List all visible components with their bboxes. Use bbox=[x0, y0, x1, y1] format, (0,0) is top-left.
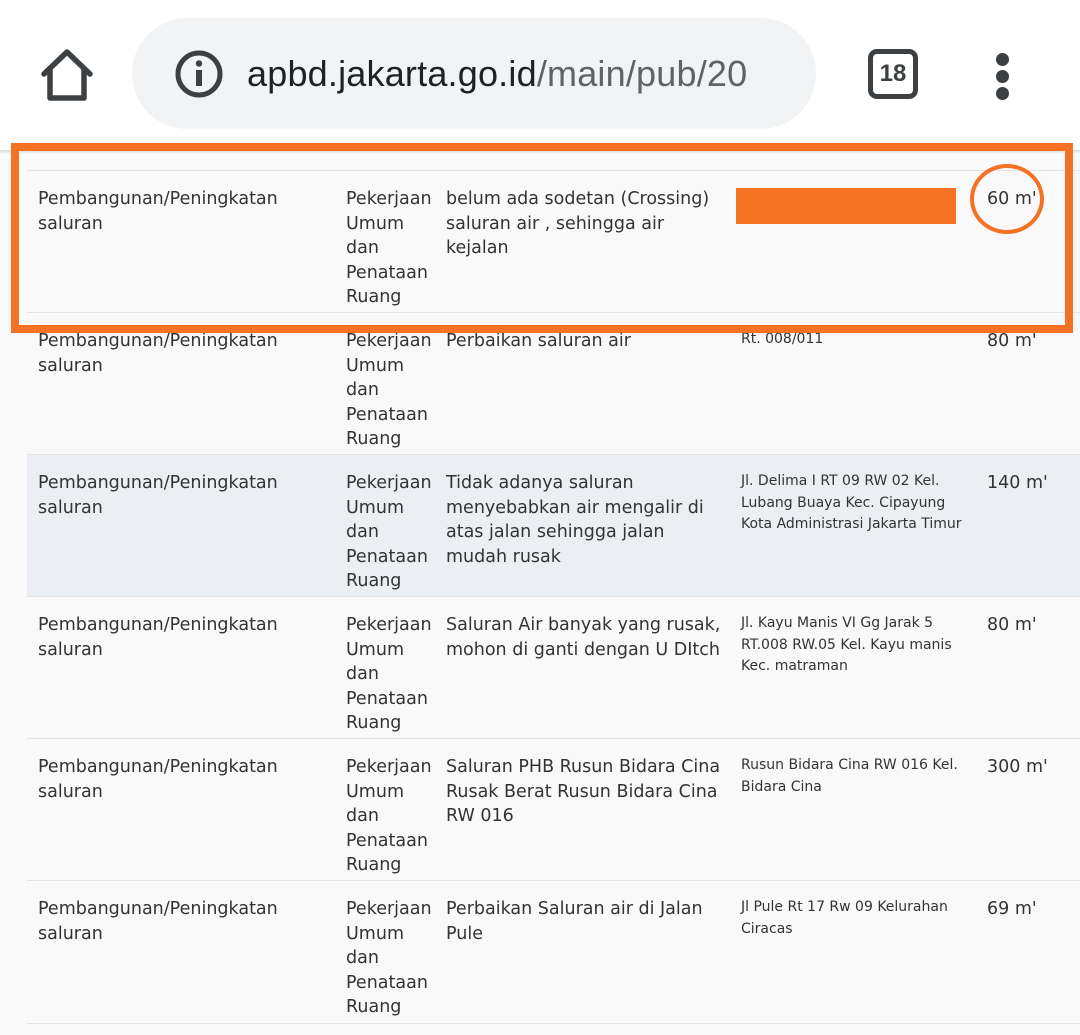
cell-department: Pekerjaan Umum dan Penataan Ruang bbox=[346, 899, 432, 1017]
cell-description: Saluran PHB Rusun Bidara Cina Rusak Berat Rusun Bidara Cina RW 016 bbox=[446, 757, 721, 826]
cell-volume: 300 m' bbox=[987, 757, 1048, 777]
table-row bbox=[27, 738, 1080, 881]
tab-switcher-icon: 18 bbox=[868, 49, 918, 99]
cell-description: Tidak adanya saluran menyebabkan air mengalir di atas jalan sehingga jalan mudah rusak bbox=[446, 473, 704, 567]
cell-program: Pembangunan/Peningkatan saluran bbox=[38, 331, 278, 376]
cell-description: belum ada sodetan (Crossing) saluran air , sehingga air kejalan bbox=[446, 189, 710, 258]
cell-department: Pekerjaan Umum dan Penataan Ruang bbox=[346, 189, 432, 307]
cell-location: Rt. 008/011 bbox=[741, 331, 824, 347]
tab-switcher-button[interactable] bbox=[868, 49, 918, 99]
cell-description: Perbaikan Saluran air di Jalan Pule bbox=[446, 899, 703, 944]
cell-program: Pembangunan/Peningkatan saluran bbox=[38, 899, 278, 944]
redaction-bar bbox=[736, 188, 956, 224]
home-button[interactable] bbox=[38, 47, 96, 105]
cell-program: Pembangunan/Peningkatan saluran bbox=[38, 615, 278, 660]
highlight-box bbox=[11, 143, 1073, 333]
table-row bbox=[27, 454, 1080, 597]
cell-volume: 80 m' bbox=[987, 615, 1037, 635]
cell-volume: 69 m' bbox=[987, 899, 1037, 919]
cell-volume: 140 m' bbox=[987, 473, 1048, 493]
overflow-menu-button[interactable] bbox=[982, 49, 1024, 103]
info-icon[interactable] bbox=[174, 49, 224, 99]
cell-volume: 80 m' bbox=[987, 331, 1037, 351]
cell-program: Pembangunan/Peningkatan saluran bbox=[38, 757, 278, 802]
cell-location: Jl Pule Rt 17 Rw 09 Kelurahan Ciracas bbox=[741, 899, 948, 937]
browser-toolbar bbox=[0, 0, 1080, 150]
cell-department: Pekerjaan Umum dan Penataan Ruang bbox=[346, 331, 432, 449]
cell-department: Pekerjaan Umum dan Penataan Ruang bbox=[346, 473, 432, 591]
table-row bbox=[27, 880, 1080, 1024]
cell-volume: 60 m' bbox=[987, 189, 1037, 209]
cell-department: Pekerjaan Umum dan Penataan Ruang bbox=[346, 615, 432, 733]
cell-description: Perbaikan saluran air bbox=[446, 331, 631, 351]
url-host: apbd.jakarta.go.id bbox=[247, 53, 537, 94]
url-path: /main/pub/20 bbox=[536, 53, 748, 94]
url-text[interactable] bbox=[247, 49, 747, 99]
cell-location: Jl. Kayu Manis VI Gg Jarak 5 RT.008 RW.05 Kel. Kayu manis Kec. matraman bbox=[741, 615, 952, 674]
table-row bbox=[27, 596, 1080, 739]
table-row bbox=[27, 312, 1080, 455]
cell-description: Saluran Air banyak yang rusak, mohon di ganti dengan U DItch bbox=[446, 615, 721, 660]
cell-location: Rusun Bidara Cina RW 016 Kel. Bidara Cina bbox=[741, 757, 958, 795]
home-icon bbox=[38, 47, 96, 105]
cell-program: Pembangunan/Peningkatan saluran bbox=[38, 473, 278, 518]
address-bar[interactable] bbox=[132, 18, 816, 129]
highlight-circle bbox=[970, 164, 1044, 234]
cell-department: Pekerjaan Umum dan Penataan Ruang bbox=[346, 757, 432, 875]
cell-program: Pembangunan/Peningkatan saluran bbox=[38, 189, 278, 234]
cell-location: Jl. Delima I RT 09 RW 02 Kel. Lubang Buaya Kec. Cipayung Kota Administrasi Jakarta Timur bbox=[741, 473, 962, 532]
